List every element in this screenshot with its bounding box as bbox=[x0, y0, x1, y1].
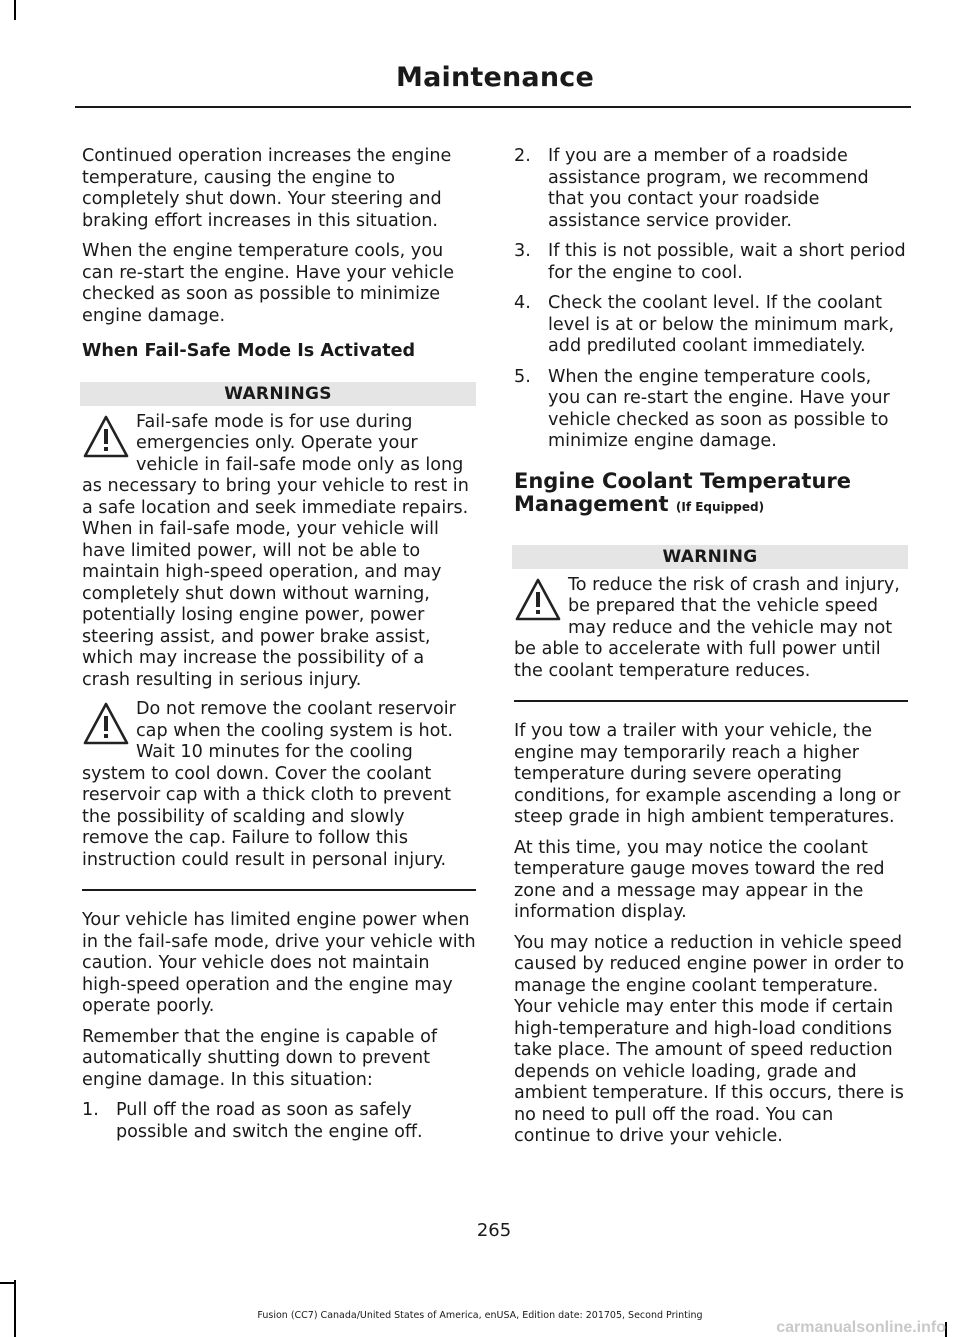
step-number: 5. bbox=[514, 366, 531, 387]
list-item bbox=[82, 1100, 476, 1143]
paragraph: When the engine temperature cools, you can re-start the engine. Have your vehicle checked as soon as possible to minimize engine damage. bbox=[82, 241, 455, 326]
paragraph: At this time, you may notice the coolant temperature gauge moves toward the red zone and a message may appear in the information display. bbox=[514, 837, 885, 922]
warning-text: To reduce the risk of crash and injury, be prepared that the vehicle speed may reduce and the vehicle may not be able to accelerate with full power until the coolant temperature reduces. bbox=[514, 574, 900, 681]
crop-mark-top-left bbox=[14, 0, 16, 20]
edition-footer: Fusion (CC7) Canada/United States of America, enUSA, Edition date: 201705, Second Printing bbox=[257, 1310, 703, 1321]
list-item bbox=[514, 367, 908, 453]
warning-item bbox=[82, 699, 476, 871]
page-title: Maintenance bbox=[396, 62, 594, 93]
warning-triangle-icon bbox=[514, 577, 564, 627]
paragraph: Your vehicle has limited engine power when in the fail-safe mode, drive your vehicle with caution. Your vehicle does not maintain high-speed operation and the engine may operate poorly. bbox=[82, 910, 476, 1016]
step-text: If you are a member of a roadside assistance program, we recommend that you contact your roadside assistance service provider. bbox=[548, 146, 869, 231]
step-text: If this is not possible, wait a short period for the engine to cool. bbox=[548, 241, 906, 283]
warning-item bbox=[82, 412, 476, 692]
step-text: Check the coolant level. If the coolant level is at or below the minimum mark, add prediluted coolant immediately. bbox=[548, 293, 895, 356]
step-number: 3. bbox=[514, 241, 531, 261]
step-text: Pull off the road as soon as safely possible and switch the engine off. bbox=[116, 1100, 423, 1142]
warning-text: Fail-safe mode is for use during emergencies only. Operate your vehicle in fail-safe mode only as long as necessary to bring your vehicle to rest in a safe location and seek immediate repairs. When in fail-safe mode, your vehicle will have limited power, will not be able to maintain high-speed operation, and may completely shut down without warning, potentially losing engine power, power steering assist, and power brake assist, which may increase the possibility of a crash resulting in serious injury. bbox=[82, 411, 469, 690]
warning-label: WARNING bbox=[512, 545, 908, 569]
section-heading-suffix: (If Equipped) bbox=[675, 499, 765, 514]
warning-triangle-icon bbox=[82, 701, 132, 751]
step-text: When the engine temperature cools, you can re-start the engine. Have your vehicle checked as soon as possible to minimize engine damage. bbox=[548, 366, 890, 451]
section-heading-text: Engine Coolant Temperature Management bbox=[514, 468, 852, 516]
steps-list bbox=[82, 1100, 476, 1143]
warning-item bbox=[514, 575, 908, 683]
crop-mark-bottom-left-h bbox=[0, 1282, 16, 1284]
section-heading bbox=[514, 470, 908, 519]
steps-list bbox=[514, 146, 908, 453]
paragraph: You may notice a reduction in vehicle speed caused by reduced engine power in order to manage the engine coolant temperature. Your vehicle may enter this mode if certain high-temperature and high-load conditions take place. The amount of speed reduction depends on vehicle loading, grade and ambient temperature. If this occurs, there is no need to pull off the road. You can continue to drive your vehicle. bbox=[514, 932, 905, 1146]
warning-text: Do not remove the coolant reservoir cap when the cooling system is hot. Wait 10 minutes for the cooling system to cool down. Cover the coolant reservoir cap with a thick cloth to prevent the possibility of scalding and slowly remove the cap. Failure to follow this instruction could result in personal injury. bbox=[82, 699, 456, 870]
step-number: 1. bbox=[82, 1100, 99, 1120]
header-divider bbox=[75, 106, 911, 108]
paragraph: If you tow a trailer with your vehicle, the engine may temporarily reach a higher temperature during severe operating conditions, for example ascending a long or steep grade in high ambient temperatures. bbox=[514, 721, 901, 827]
paragraph: Continued operation increases the engine temperature, causing the engine to completely shut down. Your steering and braking effort increases in this situation. bbox=[82, 146, 452, 231]
warning-box bbox=[514, 545, 908, 703]
crop-mark-bottom-left bbox=[14, 1280, 16, 1337]
step-number: 2. bbox=[514, 146, 531, 166]
list-item bbox=[514, 293, 908, 358]
warnings-label: WARNINGS bbox=[80, 382, 476, 406]
page-number: 265 bbox=[476, 1220, 512, 1241]
list-item bbox=[514, 241, 908, 284]
watermark: carmanualsonline.info bbox=[776, 1319, 946, 1336]
warnings-box bbox=[82, 382, 476, 892]
paragraph: Remember that the engine is capable of automatically shutting down to prevent engine damage. In this situation: bbox=[82, 1026, 438, 1090]
warning-triangle-icon bbox=[82, 414, 132, 464]
section-heading: When Fail-Safe Mode Is Activated bbox=[82, 341, 416, 361]
left-column bbox=[82, 146, 476, 1152]
right-column bbox=[514, 146, 908, 1157]
step-number: 4. bbox=[514, 293, 531, 313]
list-item bbox=[514, 146, 908, 232]
